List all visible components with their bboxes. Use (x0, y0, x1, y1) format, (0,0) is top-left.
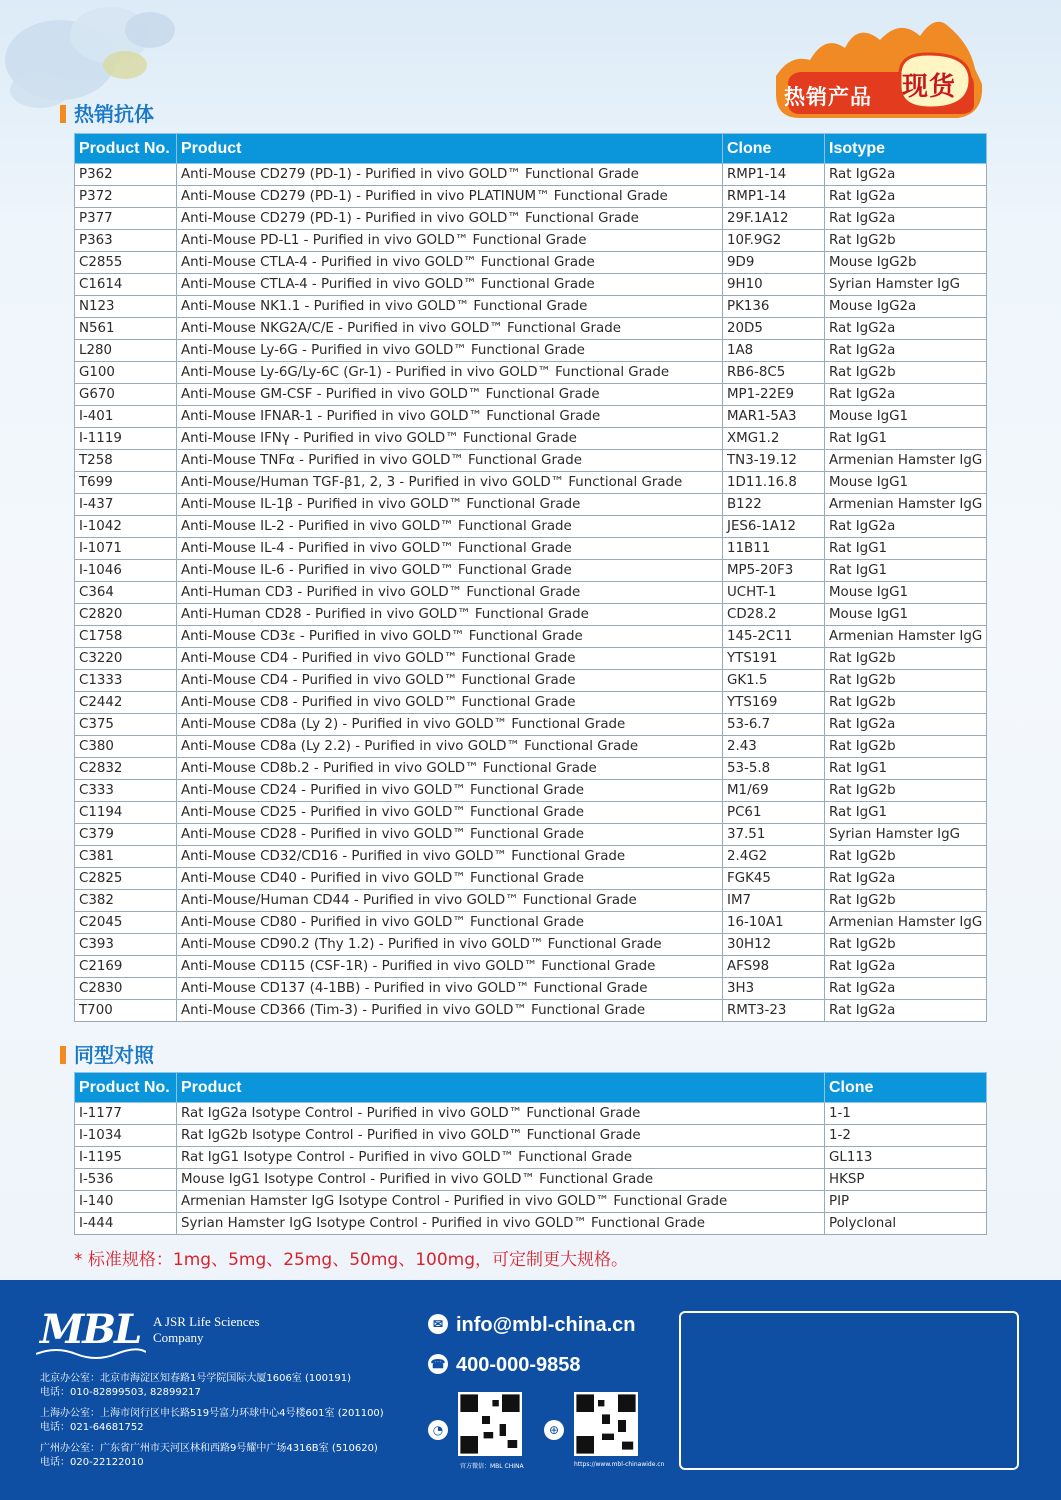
table-cell: Rat IgG2a (825, 208, 987, 230)
mbl-logo: MBL (40, 1306, 141, 1353)
table-cell: C2830 (75, 978, 177, 1000)
table-cell: GL113 (825, 1147, 987, 1169)
table-cell: C2045 (75, 912, 177, 934)
section-title-isotype-controls: 同型对照 (60, 1043, 154, 1067)
table-cell: RMP1-14 (723, 186, 825, 208)
table-cell: Anti-Mouse IFNAR-1 - Purified in vivo GOLD™ Functional Grade (177, 406, 723, 428)
table-cell: 3H3 (723, 978, 825, 1000)
contact-phone[interactable] (428, 1354, 581, 1377)
table-cell: C381 (75, 846, 177, 868)
table-cell: Anti-Mouse CD4 - Purified in vivo GOLD™ Functional Grade (177, 648, 723, 670)
table-cell: Anti-Mouse IL-2 - Purified in vivo GOLD™ Functional Grade (177, 516, 723, 538)
table-cell: 2.4G2 (723, 846, 825, 868)
office-phone: 电话：010-82899503, 82899217 (40, 1387, 201, 1398)
table-cell: I-1071 (75, 538, 177, 560)
table-row (75, 450, 987, 472)
table-cell: 16-10A1 (723, 912, 825, 934)
table-cell: Anti-Mouse NK1.1 - Purified in vivo GOLD™ Functional Grade (177, 296, 723, 318)
office-address: 北京办公室：北京市海淀区知春路1号学院国际大厦1606室 (100191) (40, 1373, 351, 1384)
table-cell: C1614 (75, 274, 177, 296)
molecule-illustration (0, 0, 200, 110)
table-row (75, 230, 987, 252)
badge-label: 热销产品 (784, 85, 872, 109)
table-cell: Rat IgG1 Isotype Control - Purified in vivo GOLD™ Functional Grade (177, 1147, 825, 1169)
table-cell: 1-2 (825, 1125, 987, 1147)
table-cell: Anti-Mouse/Human TGF-β1, 2, 3 - Purified in vivo GOLD™ Functional Grade (177, 472, 723, 494)
table-cell: Rat IgG2a (825, 516, 987, 538)
spec-note: * 标准规格：1mg、5mg、25mg、50mg、100mg，可定制更大规格。 (74, 1250, 629, 1270)
table-cell: 145-2C11 (723, 626, 825, 648)
table-cell: 53-5.8 (723, 758, 825, 780)
table-row (75, 428, 987, 450)
table-cell: I-536 (75, 1169, 177, 1191)
table-cell: M1/69 (723, 780, 825, 802)
table-cell: Armenian Hamster IgG Isotype Control - Purified in vivo GOLD™ Functional Grade (177, 1191, 825, 1213)
table-cell: MAR1-5A3 (723, 406, 825, 428)
table-cell: I-1119 (75, 428, 177, 450)
table-row (75, 934, 987, 956)
table-cell: C2442 (75, 692, 177, 714)
office-address: 广州办公室：广东省广州市天河区林和西路9号耀中广场4316B室 (510620) (40, 1443, 378, 1454)
table-cell: Anti-Mouse CD28 - Purified in vivo GOLD™ Functional Grade (177, 824, 723, 846)
isotype-controls-table (74, 1072, 987, 1235)
table-cell: Rat IgG2b (825, 846, 987, 868)
table-cell: Rat IgG2b Isotype Control - Purified in vivo GOLD™ Functional Grade (177, 1125, 825, 1147)
table-cell: Rat IgG2a (825, 1000, 987, 1022)
table-cell: C2825 (75, 868, 177, 890)
table-cell: 30H12 (723, 934, 825, 956)
table-cell: 10F.9G2 (723, 230, 825, 252)
column-header: Clone (723, 134, 825, 164)
table-cell: CD28.2 (723, 604, 825, 626)
table-cell: Anti-Mouse/Human CD44 - Purified in vivo GOLD™ Functional Grade (177, 890, 723, 912)
table-cell: Mouse IgG1 (825, 582, 987, 604)
table-cell: I-1046 (75, 560, 177, 582)
table-cell: Armenian Hamster IgG (825, 450, 987, 472)
table-row (75, 648, 987, 670)
table-cell: RMP1-14 (723, 164, 825, 186)
table-cell: YTS191 (723, 648, 825, 670)
table-cell: Syrian Hamster IgG (825, 824, 987, 846)
table-row (75, 494, 987, 516)
table-cell: 53-6.7 (723, 714, 825, 736)
table-cell: Syrian Hamster IgG Isotype Control - Purified in vivo GOLD™ Functional Grade (177, 1213, 825, 1235)
table-cell: Rat IgG2a (825, 340, 987, 362)
table-row (75, 252, 987, 274)
table-row (75, 912, 987, 934)
table-cell: C3220 (75, 648, 177, 670)
table-cell: Anti-Human CD3 - Purified in vivo GOLD™ Functional Grade (177, 582, 723, 604)
table-cell: Rat IgG2a (825, 164, 987, 186)
table-cell: T258 (75, 450, 177, 472)
table-cell: 9D9 (723, 252, 825, 274)
table-cell: Rat IgG2a (825, 186, 987, 208)
table-cell: 37.51 (723, 824, 825, 846)
table-cell: Mouse IgG2a (825, 296, 987, 318)
table-cell: Mouse IgG1 (825, 406, 987, 428)
table-cell: MP1-22E9 (723, 384, 825, 406)
table-cell: Anti-Mouse CD279 (PD-1) - Purified in vivo GOLD™ Functional Grade (177, 208, 723, 230)
table-cell: 1A8 (723, 340, 825, 362)
table-cell: Anti-Mouse CD8 - Purified in vivo GOLD™ Functional Grade (177, 692, 723, 714)
table-cell: Anti-Mouse CD80 - Purified in vivo GOLD™ Functional Grade (177, 912, 723, 934)
table-cell: HKSP (825, 1169, 987, 1191)
table-row (75, 1147, 987, 1169)
table-cell: Rat IgG2a (825, 384, 987, 406)
table-cell: P363 (75, 230, 177, 252)
table-header-row (75, 134, 987, 164)
table-cell: Anti-Mouse PD-L1 - Purified in vivo GOLD™ Functional Grade (177, 230, 723, 252)
table-cell: Anti-Mouse CD40 - Purified in vivo GOLD™ Functional Grade (177, 868, 723, 890)
table-cell: Rat IgG2b (825, 736, 987, 758)
table-cell: C380 (75, 736, 177, 758)
table-cell: Anti-Mouse CD8a (Ly 2.2) - Purified in vivo GOLD™ Functional Grade (177, 736, 723, 758)
office-beijing (40, 1372, 351, 1400)
table-cell: Mouse IgG1 Isotype Control - Purified in vivo GOLD™ Functional Grade (177, 1169, 825, 1191)
table-cell: I-1034 (75, 1125, 177, 1147)
qr-caption-website: https://www.mbl-chinawide.cn (574, 1461, 665, 1468)
table-cell: 1D11.16.8 (723, 472, 825, 494)
office-phone: 电话：021-64681752 (40, 1422, 144, 1433)
table-cell: Anti-Mouse CD8a (Ly 2) - Purified in vivo GOLD™ Functional Grade (177, 714, 723, 736)
table-cell: C2855 (75, 252, 177, 274)
table-cell: Anti-Mouse TNFα - Purified in vivo GOLD™ Functional Grade (177, 450, 723, 472)
table-cell: Polyclonal (825, 1213, 987, 1235)
table-cell: Mouse IgG1 (825, 604, 987, 626)
table-row (75, 780, 987, 802)
table-row (75, 670, 987, 692)
table-cell: Anti-Mouse CD4 - Purified in vivo GOLD™ Functional Grade (177, 670, 723, 692)
table-row (75, 1191, 987, 1213)
table-row (75, 978, 987, 1000)
table-cell: AFS98 (723, 956, 825, 978)
table-row (75, 736, 987, 758)
table-cell: G670 (75, 384, 177, 406)
table-cell: MP5-20F3 (723, 560, 825, 582)
table-cell: Anti-Mouse CD25 - Purified in vivo GOLD™ Functional Grade (177, 802, 723, 824)
table-cell: Anti-Human CD28 - Purified in vivo GOLD™ Functional Grade (177, 604, 723, 626)
table-row (75, 406, 987, 428)
table-cell: Rat IgG2b (825, 670, 987, 692)
table-cell: Rat IgG1 (825, 758, 987, 780)
table-cell: GK1.5 (723, 670, 825, 692)
table-cell: C364 (75, 582, 177, 604)
table-cell: Rat IgG2a (825, 978, 987, 1000)
table-row (75, 538, 987, 560)
table-cell: Rat IgG1 (825, 538, 987, 560)
table-cell: Rat IgG1 (825, 428, 987, 450)
table-row (75, 1169, 987, 1191)
table-cell: XMG1.2 (723, 428, 825, 450)
table-cell: Anti-Mouse GM-CSF - Purified in vivo GOLD™ Functional Grade (177, 384, 723, 406)
table-cell: C333 (75, 780, 177, 802)
table-row (75, 692, 987, 714)
table-cell: Anti-Mouse CD366 (Tim-3) - Purified in vivo GOLD™ Functional Grade (177, 1000, 723, 1022)
table-cell: N561 (75, 318, 177, 340)
table-row (75, 604, 987, 626)
table-cell: Anti-Mouse CTLA-4 - Purified in vivo GOLD™ Functional Grade (177, 252, 723, 274)
email-text: info@mbl-china.cn (456, 1314, 636, 1336)
office-address: 上海办公室：上海市闵行区申长路519号富力环球中心4号楼601室 (201100) (40, 1408, 384, 1419)
table-row (75, 560, 987, 582)
office-phone: 电话：020-22122010 (40, 1457, 144, 1468)
column-header: Product No. (75, 134, 177, 164)
table-row (75, 1103, 987, 1125)
table-cell: FGK45 (723, 868, 825, 890)
table-cell: 1-1 (825, 1103, 987, 1125)
table-cell: N123 (75, 296, 177, 318)
table-cell: Rat IgG2b (825, 890, 987, 912)
table-cell: Rat IgG2a (825, 318, 987, 340)
contact-email[interactable] (428, 1314, 636, 1337)
table-row (75, 1000, 987, 1022)
table-cell: Anti-Mouse CD90.2 (Thy 1.2) - Purified in vivo GOLD™ Functional Grade (177, 934, 723, 956)
wechat-icon: ◔ (428, 1420, 448, 1440)
table-cell: C382 (75, 890, 177, 912)
table-cell: 11B11 (723, 538, 825, 560)
table-cell: I-1195 (75, 1147, 177, 1169)
table-cell: C379 (75, 824, 177, 846)
table-cell: Anti-Mouse IFNγ - Purified in vivo GOLD™ Functional Grade (177, 428, 723, 450)
table-row (75, 340, 987, 362)
column-header: Product No. (75, 1073, 177, 1103)
table-cell: Syrian Hamster IgG (825, 274, 987, 296)
table-cell: PC61 (723, 802, 825, 824)
table-cell: Rat IgG2b (825, 692, 987, 714)
table-cell: Armenian Hamster IgG (825, 912, 987, 934)
table-cell: Armenian Hamster IgG (825, 494, 987, 516)
table-row (75, 472, 987, 494)
table-cell: Rat IgG2a Isotype Control - Purified in vivo GOLD™ Functional Grade (177, 1103, 825, 1125)
table-row (75, 274, 987, 296)
table-row (75, 384, 987, 406)
table-cell: I-437 (75, 494, 177, 516)
table-row (75, 164, 987, 186)
column-header: Product (177, 1073, 825, 1103)
company-tagline: A JSR Life Sciences Company (153, 1314, 260, 1345)
table-cell: Anti-Mouse CD137 (4-1BB) - Purified in vivo GOLD™ Functional Grade (177, 978, 723, 1000)
table-row (75, 582, 987, 604)
table-cell: PIP (825, 1191, 987, 1213)
table-cell: T700 (75, 1000, 177, 1022)
email-icon: ✉ (428, 1314, 448, 1334)
table-row (75, 824, 987, 846)
badge-highlight: 现货 (902, 72, 957, 102)
table-row (75, 1125, 987, 1147)
table-cell: YTS169 (723, 692, 825, 714)
table-cell: P362 (75, 164, 177, 186)
table-row (75, 868, 987, 890)
table-cell: Anti-Mouse Ly-6G - Purified in vivo GOLD™ Functional Grade (177, 340, 723, 362)
table-row (75, 208, 987, 230)
table-cell: I-1042 (75, 516, 177, 538)
table-cell: Anti-Mouse CD279 (PD-1) - Purified in vivo GOLD™ Functional Grade (177, 164, 723, 186)
table-cell: Anti-Mouse CD3ε - Purified in vivo GOLD™ Functional Grade (177, 626, 723, 648)
table-cell: Mouse IgG2b (825, 252, 987, 274)
table-cell: Mouse IgG1 (825, 472, 987, 494)
table-header-row (75, 1073, 987, 1103)
section-title-hot-antibodies: 热销抗体 (60, 102, 154, 126)
wechat-qr-code[interactable] (458, 1392, 522, 1456)
phone-icon: ☎ (428, 1354, 448, 1374)
table-row (75, 318, 987, 340)
blank-panel (679, 1311, 1019, 1470)
table-cell: G100 (75, 362, 177, 384)
table-row (75, 362, 987, 384)
column-header: Isotype (825, 134, 987, 164)
logo-wave-icon (36, 1346, 146, 1360)
hot-antibodies-table (74, 133, 987, 1022)
table-cell: 9H10 (723, 274, 825, 296)
table-cell: L280 (75, 340, 177, 362)
table-row (75, 956, 987, 978)
table-cell: 20D5 (723, 318, 825, 340)
table-cell: RMT3-23 (723, 1000, 825, 1022)
table-row (75, 802, 987, 824)
table-cell: Rat IgG2b (825, 230, 987, 252)
table-cell: P372 (75, 186, 177, 208)
table-cell: IM7 (723, 890, 825, 912)
table-row (75, 626, 987, 648)
website-qr-code[interactable] (574, 1392, 638, 1456)
table-cell: C375 (75, 714, 177, 736)
table-row (75, 1213, 987, 1235)
table-cell: RB6-8C5 (723, 362, 825, 384)
table-row (75, 846, 987, 868)
phone-text: 400-000-9858 (456, 1354, 581, 1376)
table-cell: C2832 (75, 758, 177, 780)
table-cell: Anti-Mouse IL-4 - Purified in vivo GOLD™ Functional Grade (177, 538, 723, 560)
table-cell: I-140 (75, 1191, 177, 1213)
table-cell: Rat IgG2b (825, 362, 987, 384)
table-cell: PK136 (723, 296, 825, 318)
table-cell: TN3-19.12 (723, 450, 825, 472)
table-cell: Anti-Mouse CD32/CD16 - Purified in vivo GOLD™ Functional Grade (177, 846, 723, 868)
table-cell: Rat IgG2b (825, 648, 987, 670)
table-cell: Anti-Mouse CD279 (PD-1) - Purified in vivo PLATINUM™ Functional Grade (177, 186, 723, 208)
table-cell: Rat IgG2a (825, 868, 987, 890)
table-cell: I-444 (75, 1213, 177, 1235)
globe-icon: ⊕ (544, 1420, 564, 1440)
table-cell: B122 (723, 494, 825, 516)
table-cell: Anti-Mouse CD24 - Purified in vivo GOLD™ Functional Grade (177, 780, 723, 802)
table-cell: Anti-Mouse CTLA-4 - Purified in vivo GOLD™ Functional Grade (177, 274, 723, 296)
column-header: Clone (825, 1073, 987, 1103)
table-cell: Anti-Mouse IL-6 - Purified in vivo GOLD™ Functional Grade (177, 560, 723, 582)
table-cell: C1194 (75, 802, 177, 824)
table-cell: UCHT-1 (723, 582, 825, 604)
table-cell: Anti-Mouse IL-1β - Purified in vivo GOLD™ Functional Grade (177, 494, 723, 516)
table-row (75, 890, 987, 912)
table-cell: Rat IgG1 (825, 802, 987, 824)
table-row (75, 516, 987, 538)
table-cell: JES6-1A12 (723, 516, 825, 538)
table-cell: P377 (75, 208, 177, 230)
table-cell: C2169 (75, 956, 177, 978)
table-cell: Rat IgG2a (825, 714, 987, 736)
table-cell: C1333 (75, 670, 177, 692)
table-cell: C393 (75, 934, 177, 956)
table-row (75, 714, 987, 736)
office-guangzhou (40, 1442, 378, 1470)
table-cell: Rat IgG2a (825, 956, 987, 978)
table-cell: C2820 (75, 604, 177, 626)
qr-caption-wechat: 官方微信：MBL CHINA (460, 1463, 524, 1470)
table-cell: Anti-Mouse CD8b.2 - Purified in vivo GOLD™ Functional Grade (177, 758, 723, 780)
office-shanghai (40, 1407, 384, 1435)
table-cell: I-401 (75, 406, 177, 428)
table-cell: C1758 (75, 626, 177, 648)
table-row (75, 296, 987, 318)
table-cell: Anti-Mouse Ly-6G/Ly-6C (Gr-1) - Purified in vivo GOLD™ Functional Grade (177, 362, 723, 384)
column-header: Product (177, 134, 723, 164)
table-row (75, 758, 987, 780)
table-cell: Armenian Hamster IgG (825, 626, 987, 648)
table-cell: Anti-Mouse NKG2A/C/E - Purified in vivo GOLD™ Functional Grade (177, 318, 723, 340)
table-cell: Rat IgG2b (825, 780, 987, 802)
table-cell: T699 (75, 472, 177, 494)
table-cell: Rat IgG2b (825, 934, 987, 956)
table-cell: 29F.1A12 (723, 208, 825, 230)
table-cell: 2.43 (723, 736, 825, 758)
table-cell: Anti-Mouse CD115 (CSF-1R) - Purified in vivo GOLD™ Functional Grade (177, 956, 723, 978)
table-cell: I-1177 (75, 1103, 177, 1125)
table-row (75, 186, 987, 208)
table-cell: Rat IgG1 (825, 560, 987, 582)
